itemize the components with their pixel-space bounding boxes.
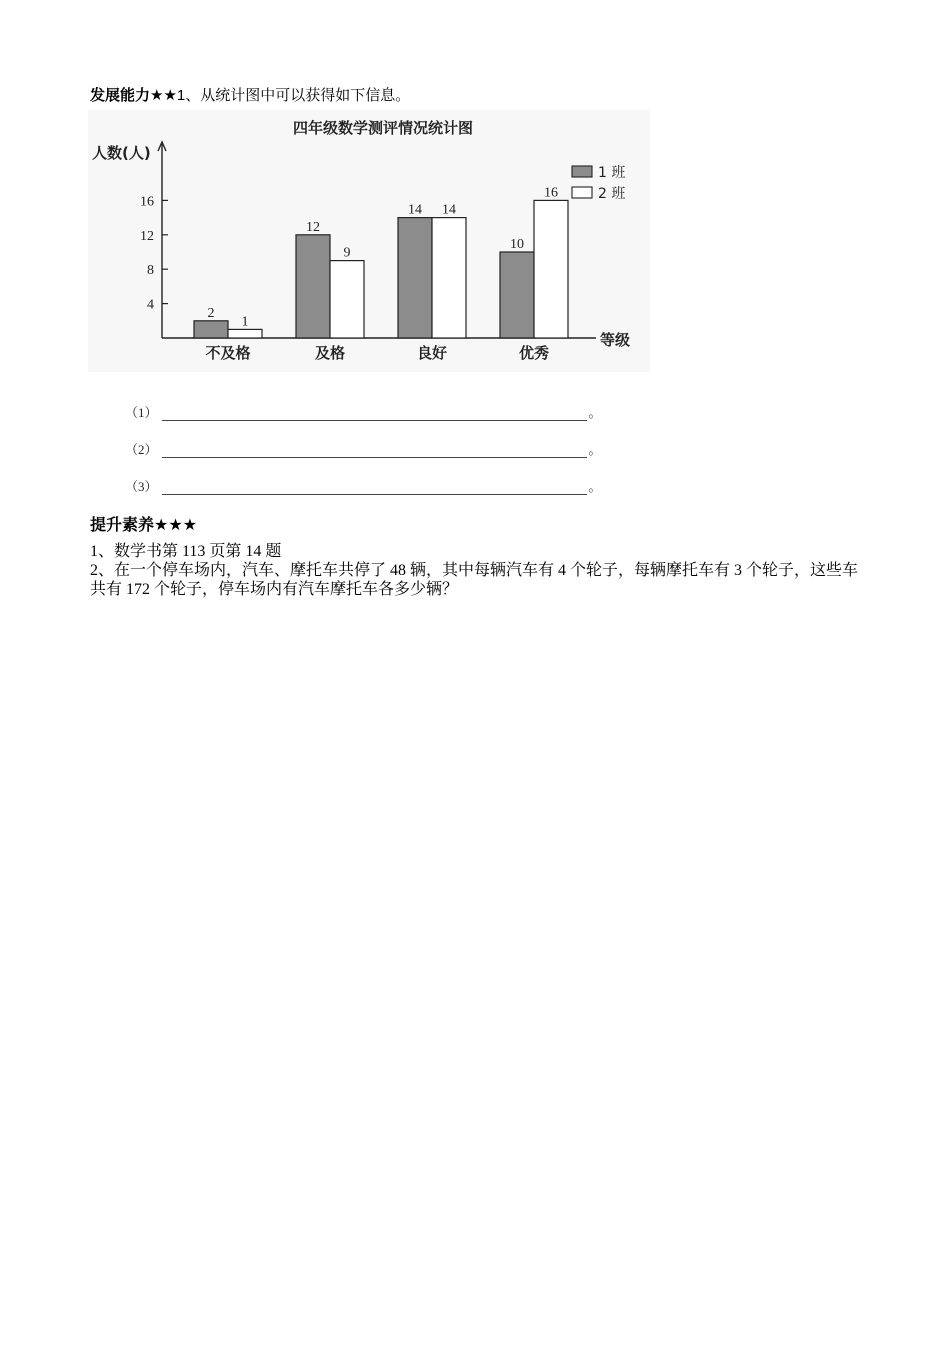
- bar-chart-svg: [88, 110, 650, 372]
- data-label-良好-series1: 14: [408, 202, 422, 218]
- data-label-良好-series2: 14: [442, 202, 456, 218]
- data-label-不及格-series1: 2: [207, 305, 215, 321]
- data-label-优秀-series1: 10: [510, 237, 524, 252]
- problem-2: 2、在一个停车场内，汽车、摩托车共停了 48 辆，其中每辆汽车有 4 个轮子，每辆摩托车有 3 个轮子，这些车共有 172 个轮子，停车场内有汽车摩托车各多少辆？: [90, 562, 859, 598]
- answer-line-3[interactable]: [125, 476, 602, 495]
- bar-不及格-series2: [228, 329, 262, 338]
- data-label-不及格-series2: 1: [241, 314, 249, 330]
- bar-chart: [88, 110, 650, 372]
- x-tick-label-良好: 良好: [416, 344, 448, 362]
- answer-blank-1[interactable]: [162, 408, 587, 421]
- answer-blank-3[interactable]: [162, 482, 587, 495]
- y-tick-label-4: 4: [147, 297, 154, 313]
- y-axis-label: 人数(人): [92, 144, 151, 162]
- section-heading-improve: 提升素养★★★: [90, 517, 198, 534]
- answer-end-1: 。: [588, 405, 602, 420]
- answer-line-2[interactable]: [125, 439, 602, 458]
- bar-不及格-series1: [194, 321, 228, 338]
- bar-良好-series2: [432, 218, 466, 338]
- legend-label-1: 1 班: [598, 165, 626, 181]
- answer-line-1[interactable]: [125, 402, 602, 421]
- chart-title: 四年级数学测评情况统计图: [292, 119, 474, 137]
- answer-blank-2[interactable]: [162, 445, 587, 458]
- y-tick-label-12: 12: [140, 228, 154, 244]
- y-tick-label-16: 16: [140, 194, 154, 210]
- legend-swatch-1: [572, 166, 592, 177]
- bar-及格-series2: [330, 261, 364, 338]
- x-tick-label-及格: 及格: [314, 344, 346, 362]
- answer-end-3: 。: [588, 479, 602, 494]
- bar-及格-series1: [296, 235, 330, 338]
- y-tick-label-8: 8: [147, 263, 154, 279]
- x-tick-label-优秀: 优秀: [518, 344, 550, 362]
- bar-优秀-series2: [534, 200, 568, 338]
- problem-1: 1、数学书第 113 页第 14 题: [90, 543, 282, 560]
- question-1-text: 1、从统计图中可以获得如下信息。: [176, 87, 411, 104]
- bar-优秀-series1: [500, 252, 534, 338]
- answer-end-2: 。: [588, 442, 602, 457]
- answer-label-3: （3）: [125, 479, 158, 494]
- x-tick-label-不及格: 不及格: [205, 344, 251, 362]
- legend-swatch-2: [572, 187, 592, 198]
- section-heading-develop: 发展能力★★: [90, 87, 177, 104]
- question-1-line: [90, 84, 410, 105]
- data-label-优秀-series2: 16: [544, 185, 558, 201]
- data-label-及格-series2: 9: [343, 245, 351, 261]
- answer-label-1: （1）: [125, 405, 158, 420]
- bar-良好-series1: [398, 218, 432, 338]
- data-label-及格-series1: 12: [306, 219, 320, 235]
- x-axis-label: 等级: [600, 331, 631, 349]
- answer-label-2: （2）: [125, 442, 158, 457]
- legend-label-2: 2 班: [598, 186, 626, 202]
